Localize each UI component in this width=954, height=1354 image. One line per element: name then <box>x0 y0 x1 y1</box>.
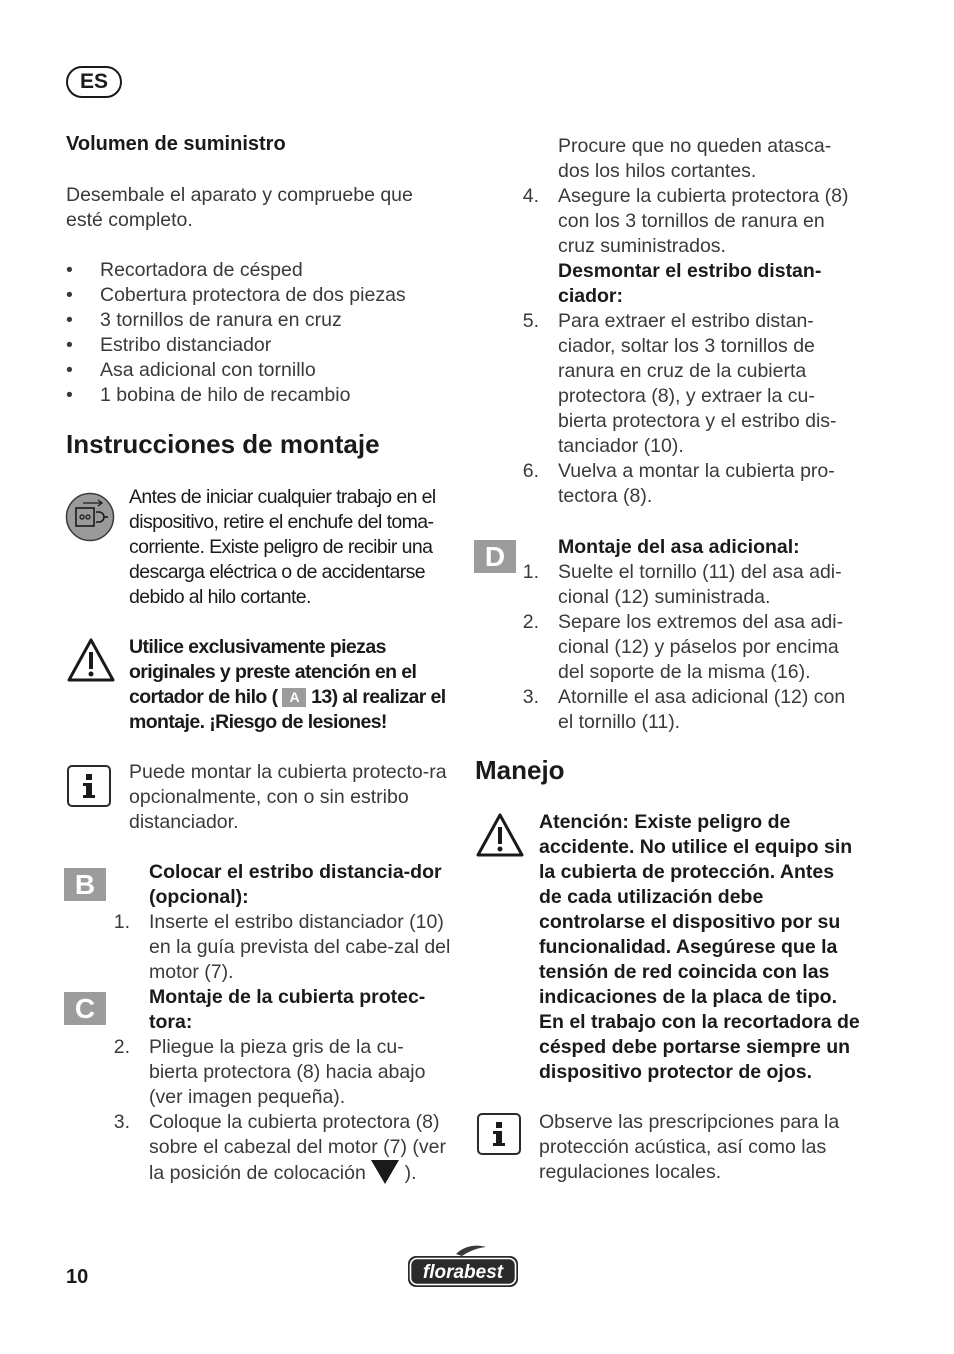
page-number: 10 <box>66 1266 89 1288</box>
step-4: Asegure la cubierta protectora (8) con los 3 tornillos de ranura en cruz suministrados. <box>558 185 849 257</box>
operation-title: Manejo <box>475 755 565 785</box>
d-step-3: Atornille el asa adicional (12) con el tornillo (11). <box>558 686 846 733</box>
figure-d-label: D <box>474 540 516 573</box>
step-2: Pliegue la pieza gris de la cu-bierta protectora (8) hacia abajo (ver imagen pequeña). <box>149 1036 426 1108</box>
step-number: 3. <box>113 1111 130 1133</box>
info-icon <box>477 1113 521 1155</box>
step-number: 2. <box>113 1036 130 1058</box>
step-number: 1. <box>522 561 539 583</box>
d-step-1: Suelte el tornillo (11) del asa adi-cional (12) suministrada. <box>558 561 842 608</box>
step-5: Para extraer el estribo distan-ciador, soltar los 3 tornillos de ranura en cruz de la cubierta protectora (8), y extraer la cu-bierta protectora y el estribo dis-tanciador (10). <box>558 310 837 457</box>
figure-b-label: B <box>64 868 106 901</box>
list-item: • 1 bobina de hilo de recambio <box>66 383 446 408</box>
list-item: • Recortadora de césped <box>66 258 446 283</box>
step-number: 5. <box>522 310 539 332</box>
assembly-title: Instrucciones de montaje <box>66 429 380 459</box>
placement-arrow-icon <box>371 1160 399 1184</box>
d-step-2: Separe los extremos del asa adi-cional (12) y páselos por encima del soporte de la misma (16). <box>558 611 844 683</box>
list-item: • Asa adicional con tornillo <box>66 358 446 383</box>
step-6: Vuelva a montar la cubierta pro-tectora (8). <box>558 460 835 507</box>
remove-heading: Desmontar el estribo distan-ciador: <box>558 260 822 307</box>
step-number: 2. <box>522 611 539 633</box>
list-item: • Estribo distanciador <box>66 333 446 358</box>
language-badge: ES <box>66 66 122 98</box>
step-number: 3. <box>522 686 539 708</box>
c-heading: Montaje de la cubierta protec-tora: <box>149 986 426 1033</box>
warning-icon <box>66 637 116 683</box>
step-number: 4. <box>522 185 539 207</box>
supply-list <box>66 258 446 408</box>
safety-warning: Utilice exclusivamente piezas originales y preste atención en el cortador de hilo ( A 13) al realizar el montaje. ¡Riesgo de lesiones! <box>129 636 446 733</box>
logo-text: florabest <box>422 1262 504 1283</box>
d-heading: Montaje del asa adicional: <box>558 536 800 558</box>
supply-title: Volumen de suministro <box>66 133 286 155</box>
list-item: • Cobertura protectora de dos piezas <box>66 283 446 308</box>
step-1: Inserte el estribo distanciador (10) en la guía prevista del cabe-zal del motor (7). <box>149 911 451 983</box>
operation-info: Observe las prescripciones para la protección acústica, así como las regulaciones locales. <box>539 1111 840 1183</box>
step-number: 1. <box>113 911 130 933</box>
figure-ref-a: A <box>282 688 306 707</box>
supply-intro: Desembale el aparato y compruebe que esté completo. <box>66 184 413 231</box>
florabest-logo <box>406 1244 520 1290</box>
info-note: Puede montar la cubierta protecto-ra opcionalmente, con o sin estribo distanciador. <box>129 761 447 833</box>
list-item: • 3 tornillos de ranura en cruz <box>66 308 446 333</box>
b-heading: Colocar el estribo distancia-dor (opcional): <box>149 861 442 908</box>
step-3: Coloque la cubierta protectora (8) sobre el cabezal del motor (7) (ver la posición de colocación ). <box>149 1111 446 1184</box>
step-number: 6. <box>522 460 539 482</box>
operation-warning: Atención: Existe peligro de accidente. No utilice el equipo sin la cubierta de protección. Antes de cada utilización debe controlarse el dispositivo por su funcionalidad. Asegúrese que la tensión de red coincida con las indicaciones de la placa de tipo. En el trabajo con la recortadora de césped debe portarse siempre un dispositivo protector de ojos. <box>539 811 860 1083</box>
unplug-note: Antes de iniciar cualquier trabajo en el dispositivo, retire el enchufe del toma-corriente. Existe peligro de recibir una descarga eléctrica o de accidentarse debido al hilo cortante. <box>129 486 436 608</box>
step-3-continued: Procure que no queden atasca-dos los hilos cortantes. <box>558 135 832 182</box>
warning-icon <box>475 812 525 858</box>
figure-c-label: C <box>64 992 106 1025</box>
unplug-icon <box>65 492 115 542</box>
info-icon <box>67 765 111 807</box>
